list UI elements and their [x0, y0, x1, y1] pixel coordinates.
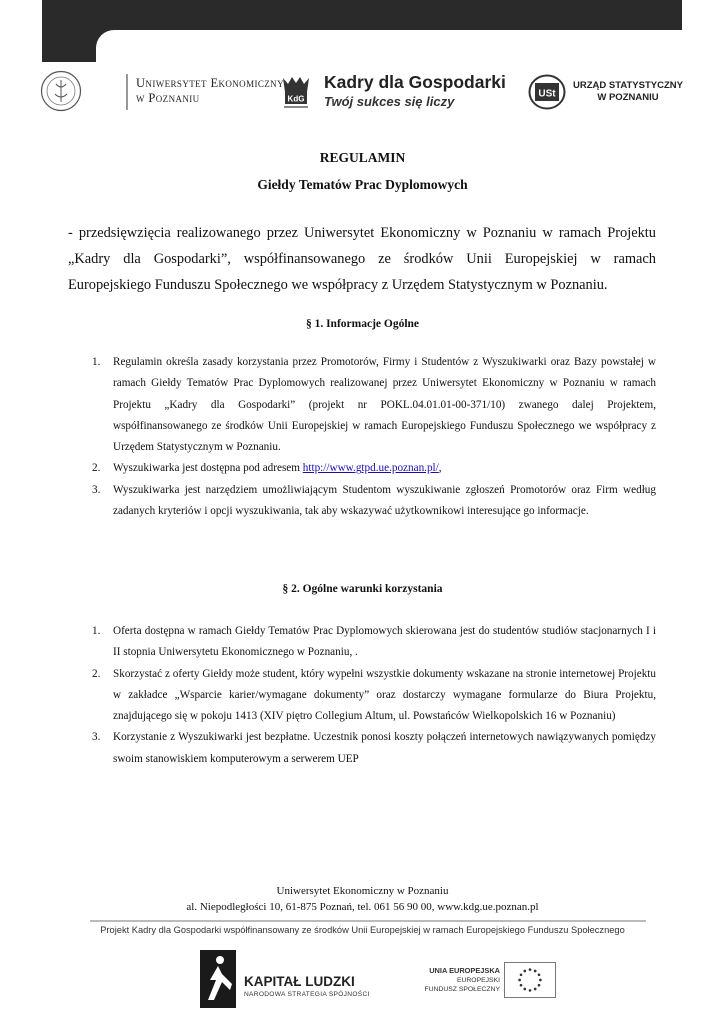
list-item — [68, 458, 656, 479]
eu-star-icon — [534, 970, 537, 973]
eu-fund-text — [420, 966, 500, 995]
statistics-office-logo-icon — [528, 74, 566, 110]
section2-title: § 2. Ogólne warunki korzystania — [282, 583, 443, 595]
list-item-text: Wyszukiwarka jest dostępna pod adresem — [113, 462, 303, 475]
section2-list — [68, 621, 656, 770]
search-engine-link[interactable]: http://www.gtpd.ue.poznan.pl/ — [302, 462, 439, 475]
statistics-office-name-line2: W POZNANIU — [597, 92, 659, 103]
list-item-text: Regulamin określa zasady korzystania przez Promotorów, Firmy i Studentów z Wyszukiwarki oraz Bazy powstałej w ramach Giełdy Tematów Prac Dyplomowych realizowanej przez Uniwersytet Ekonomiczny w Poznaniu w ramach Projektu „Kadry dla Gospodarki” (projekt nr POKL.04.01.01-00-371/10) zwanego dalej Projektem, współfinansowanego ze środków Unii Europejskiej w ramach Europejskiego Funduszu Społecznego we współpracy z Urzędem Statystycznym w Poznaniu. — [113, 356, 656, 454]
header-bar-notch — [96, 30, 696, 70]
list-item-number: 3. — [92, 731, 101, 744]
kdg-logo-text: KdG — [287, 94, 305, 104]
list-item — [68, 727, 656, 770]
eu-star-icon — [534, 988, 537, 991]
list-item-number: 2. — [92, 667, 101, 680]
university-name-line1: Uniwersytet Ekonomiczny — [136, 76, 284, 90]
eu-star-icon — [520, 973, 523, 976]
list-item-text: Wyszukiwarka jest narzędziem umożliwiającym Studentom wyszukiwanie zgłoszeń Promotorów oraz Firm według zadanych kryteriów i opcji wyszukiwania, tak aby wskazywać użytkownikowi interesujące go informacje. — [113, 483, 656, 518]
list-item — [68, 664, 656, 728]
list-item-number: 1. — [92, 625, 101, 637]
eu-star-icon — [523, 988, 526, 991]
eu-star-icon — [518, 979, 521, 982]
university-name — [136, 76, 284, 106]
logo-row — [40, 68, 690, 114]
list-item-number: 3. — [92, 483, 101, 496]
footer-project-line: Projekt Kadry dla Gospodarki współfinansowany ze środków Unii Europejskiej w ramach Europejskiego Funduszu Społecznego — [100, 925, 625, 935]
eu-star-icon — [529, 968, 532, 971]
footer-address-line2: al. Niepodległości 10, 61-875 Poznań, tel. 061 56 90 00, www.kdg.ue.poznan.pl — [186, 901, 539, 913]
kdg-slogan: Twój sukces się liczy — [324, 94, 455, 109]
kapital-ludzki-title: KAPITAŁ LUDZKI — [244, 974, 355, 989]
list-item-text-suffix: , — [438, 462, 442, 475]
eu-star-icon — [538, 973, 541, 976]
statistics-office-name — [573, 80, 683, 104]
list-item-text: Skorzystać z oferty Giełdy może student, który wypełni wszystkie dokumenty wskazane na stronie internetowej Projektu w zakładce „Wsparcie karier/wymagane dokumenty” oraz dostarczy wymagane formularze do Biura Projektu, znajdującego się w pokoju 1413 (XIV piętro Collegium Altum, ul. Powstańców Wielkopolskich 16 w Poznaniu) — [113, 667, 656, 723]
kdg-logo-icon — [280, 74, 312, 112]
list-item — [68, 480, 656, 523]
section1-list — [68, 352, 656, 522]
list-item-text: Korzystanie z Wyszukiwarki jest bezpłatne. Uczestnik ponosi koszty połączeń internetowych nawiązywanych pomiędzy swoim stanowiskiem komputerowym a serwerem UEP — [113, 731, 656, 765]
kapital-ludzki-subtitle: NARODOWA STRATEGIA SPÓJNOŚCI — [244, 991, 370, 998]
document-subtitle: Giełdy Tematów Prac Dyplomowych — [257, 177, 468, 192]
eu-flag-icon — [504, 962, 556, 998]
us-logo-text: USt — [538, 88, 556, 100]
eu-line1: UNIA EUROPEJSKA — [429, 966, 500, 975]
list-item-number: 1. — [92, 356, 101, 368]
list-item-number: 2. — [92, 462, 101, 475]
university-name-line2: w Poznaniu — [136, 91, 200, 105]
eu-star-icon — [520, 984, 523, 987]
list-item-text: Oferta dostępna w ramach Giełdy Tematów Prac Dyplomowych skierowana jest do studentów studiów stacjonarnych I i II stopnia Uniwersytetu Ekonomicznego w Poznaniu, . — [113, 625, 656, 659]
eu-star-icon — [539, 979, 542, 982]
list-item — [68, 621, 656, 664]
eu-star-icon — [523, 970, 526, 973]
footer-divider — [90, 920, 646, 922]
section1-title: § 1. Informacje Ogólne — [305, 318, 420, 330]
eu-line3: FUNDUSZ SPOŁECZNY — [424, 986, 500, 993]
university-divider — [126, 74, 128, 110]
eu-star-icon — [529, 989, 532, 992]
statistics-office-name-line1: URZĄD STATYSTYCZNY — [573, 80, 683, 91]
footer-address-line1: Uniwersytet Ekonomiczny w Poznaniu — [276, 885, 449, 897]
university-seal-icon — [40, 70, 82, 112]
kapital-ludzki-logo-icon — [200, 950, 236, 1008]
intro-paragraph: - przedsięwzięcia realizowanego przez Uniwersytet Ekonomiczny w Poznaniu w ramach Projektu „Kadry dla Gospodarki”, współfinansowanego ze środków Unii Europejskiej w ramach Europejskiego Funduszu Społecznego we współpracy z Urzędem Statystycznym w Poznaniu. — [68, 225, 656, 293]
eu-line2: EUROPEJSKI — [456, 976, 500, 984]
kdg-title: Kadry dla Gospodarki — [324, 72, 506, 92]
document-title: REGULAMIN — [319, 150, 406, 165]
eu-star-icon — [538, 984, 541, 987]
list-item — [68, 352, 656, 458]
